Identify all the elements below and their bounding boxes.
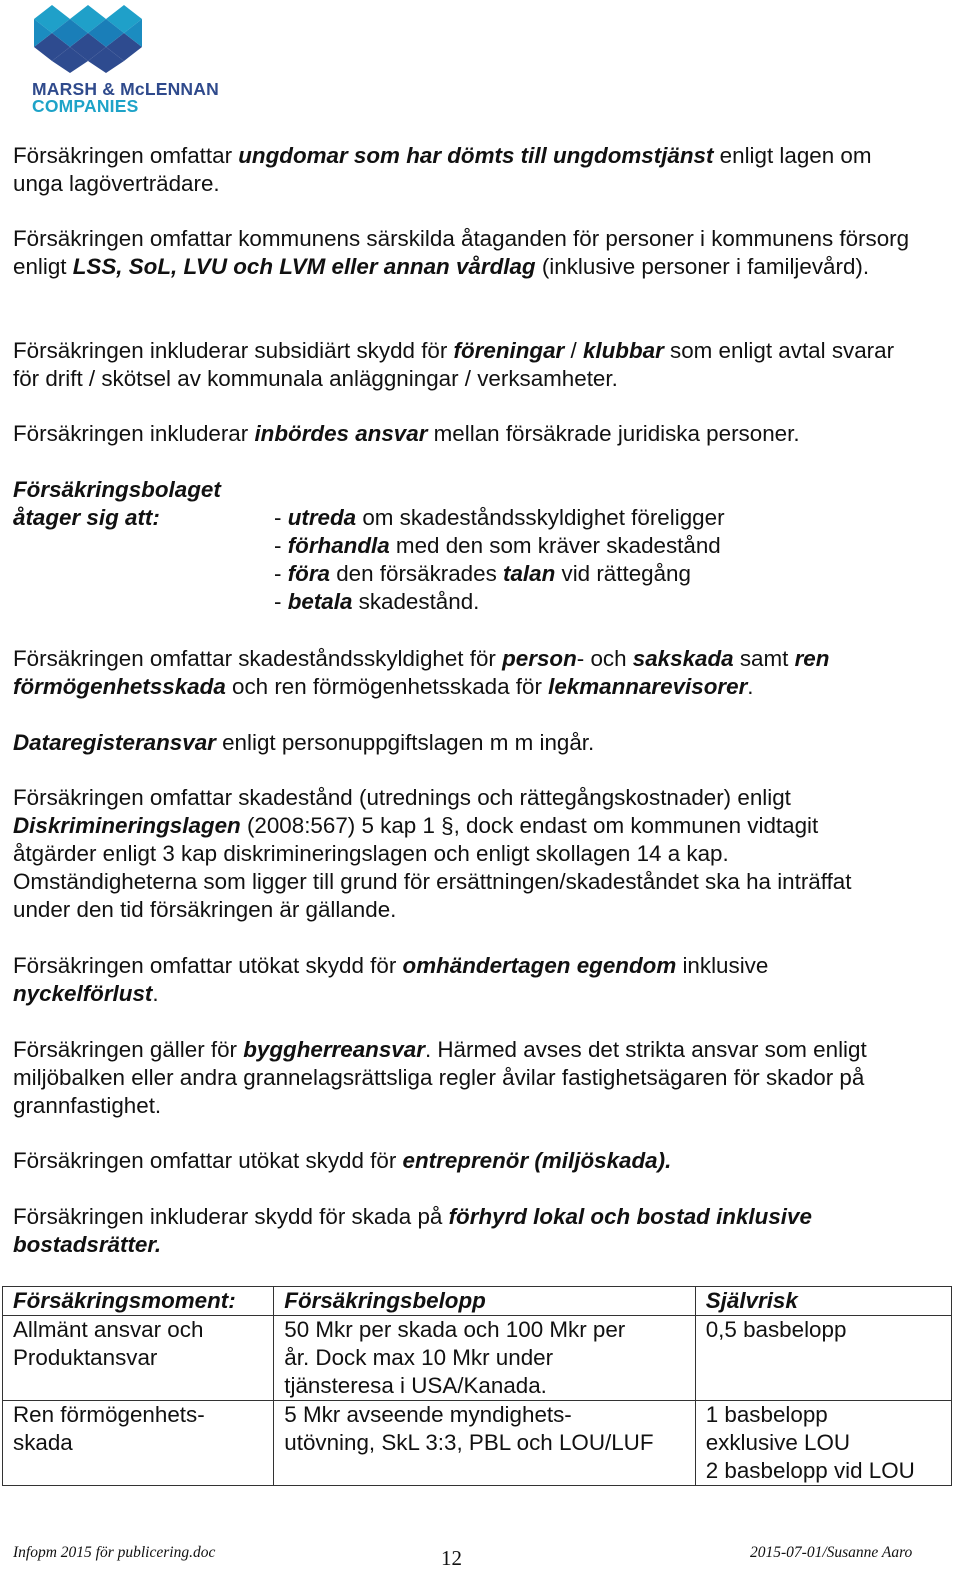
text-run: samt: [733, 646, 795, 671]
text-run: -: [274, 533, 288, 558]
emphasis-text: ungdomar som har dömts till ungdomstjänst: [238, 143, 714, 168]
emphasis-text: sakskada: [632, 646, 734, 671]
cell-line: skada: [13, 1430, 73, 1455]
text-run: skadestånd.: [352, 589, 480, 614]
text-run: mellan försäkrade juridiska personer.: [427, 421, 800, 446]
emphasis-text: betala: [287, 589, 353, 614]
emphasis-text: person: [502, 646, 577, 671]
emphasis-text: omhändertagen egendom: [402, 953, 677, 978]
cell-line: tjänsteresa i USA/Kanada.: [284, 1373, 547, 1398]
table-cell: [3, 1401, 274, 1486]
text-run: Försäkringen omfattar utökat skydd för: [13, 1148, 403, 1173]
list-item: [274, 560, 914, 588]
text-run: Försäkringen omfattar utökat skydd för: [13, 953, 403, 978]
cell-line: 1 basbelopp: [705, 1402, 828, 1427]
text-run: Försäkringen inkluderar: [13, 421, 255, 446]
emphasis-text: föra: [287, 561, 330, 586]
emphasis-text: lekmannarevisorer: [548, 674, 748, 699]
cell-line: 0,5 basbelopp: [705, 1317, 847, 1342]
table-cell: [695, 1316, 951, 1401]
paragraph-custody-property: [13, 952, 843, 1008]
text-run: om skadeståndsskyldighet föreligger: [356, 505, 725, 530]
column-header-amount: Försäkringsbelopp: [274, 1287, 695, 1316]
paragraph-youth: [13, 142, 913, 198]
emphasis-text: byggherreansvar: [243, 1037, 425, 1062]
emphasis-text: Diskrimineringslagen: [13, 813, 241, 838]
cell-line: Produktansvar: [13, 1345, 158, 1370]
cell-line: 5 Mkr avseende myndighets-: [284, 1402, 572, 1427]
paragraph-rented-premises: [13, 1203, 893, 1259]
text-run: Försäkringen omfattar: [13, 143, 239, 168]
text-run: Försäkringen omfattar skadestånd (utrednings och rättegångskostnader) enligt: [13, 785, 791, 810]
text-run: den försäkrades: [330, 561, 504, 586]
text-run: -: [274, 561, 288, 586]
text-run: inklusive: [676, 953, 769, 978]
text-run: .: [747, 674, 754, 699]
text-run: med den som kräver skadestånd: [389, 533, 721, 558]
text-run: . Härmed avses det strikta ansvar som enligt miljöbalken eller andra grannelagsrättsliga regler åvilar fastighetsägaren för skador på grannfastighet.: [13, 1037, 867, 1118]
emphasis-text: föreningar: [453, 338, 565, 363]
text-run: enligt lagen om unga lagöverträdare.: [13, 143, 872, 196]
emphasis-text: förhyrd lokal och bostad inklusive bostadsrätter.: [13, 1204, 812, 1257]
table-cell: [274, 1401, 695, 1486]
text-run: (2008:567) 5 kap 1 §, dock endast om kommunen vidtagit åtgärder enligt 3 kap diskrimineringslagen och enligt skollagen 14 a kap. Omständigheterna som ligger till grund för ersättningen/skadeståndet ska ha inträffat under den tid försäkringen är gällande.: [13, 813, 852, 922]
paragraph-associations: [13, 337, 913, 393]
logo-text-line2: COMPANIES: [32, 96, 139, 116]
text-run: och ren förmögenhetsskada för: [225, 674, 549, 699]
paragraph-data-register: [13, 729, 913, 757]
text-run: (inklusive personer i familjevård).: [535, 254, 870, 279]
text-run: .: [152, 981, 159, 1006]
table-cell: [695, 1401, 951, 1486]
paragraph-contractor: [13, 1147, 913, 1175]
paragraph-damage-types: [13, 645, 913, 701]
text-run: som enligt avtal svarar för drift / skötsel av kommunala anläggningar / verksamheter.: [13, 338, 895, 391]
emphasis-text: nyckelförlust: [13, 981, 153, 1006]
table-cell: [274, 1316, 695, 1401]
company-logo: [30, 5, 230, 115]
text-run: Försäkringen omfattar skadeståndsskyldighet för: [13, 646, 503, 671]
column-header-deductible: Självrisk: [695, 1287, 951, 1316]
paragraph-discrimination: [13, 784, 893, 924]
cell-line: exklusive LOU: [705, 1430, 851, 1455]
text-run: -: [274, 589, 288, 614]
text-run: Försäkringen omfattar kommunens särskilda åtaganden för personer i kommunens försorg enligt: [13, 226, 910, 279]
emphasis-text: Dataregisteransvar: [13, 730, 216, 755]
emphasis-text: ren förmögenhetsskada: [13, 646, 830, 699]
text-run: - och: [576, 646, 633, 671]
emphasis-text: förhandla: [287, 533, 390, 558]
footer-filename: Infopm 2015 för publicering.doc: [13, 1544, 216, 1561]
emphasis-text: klubbar: [582, 338, 664, 363]
cell-line: 50 Mkr per skada och 100 Mkr per: [284, 1317, 626, 1342]
table-cell: [3, 1316, 274, 1401]
page-number: 12: [441, 1546, 462, 1570]
table-header-row: [3, 1287, 952, 1316]
cell-line: 2 basbelopp vid LOU: [705, 1458, 915, 1483]
paragraph-builder-liability: [13, 1036, 893, 1120]
footer-date-author: 2015-07-01/Susanne Aaro: [750, 1544, 913, 1561]
column-header-coverage: Försäkringsmoment:: [3, 1287, 274, 1316]
list-item: [274, 504, 914, 532]
list-item: [274, 532, 914, 560]
cell-line: Ren förmögenhets-: [13, 1402, 205, 1427]
emphasis-text: inbördes ansvar: [254, 421, 428, 446]
logo-mark-icon: [34, 5, 144, 75]
emphasis-text: talan: [503, 561, 556, 586]
text-run: Försäkringen gäller för: [13, 1037, 244, 1062]
logo-text-line1: MARSH & McLENNAN: [32, 79, 219, 99]
text-run: -: [274, 505, 288, 530]
table-row: [3, 1316, 952, 1401]
text-run: Försäkringen inkluderar subsidiärt skydd för: [13, 338, 454, 363]
paragraph-municipal-care: [13, 225, 913, 281]
text-run: Försäkringen inkluderar skydd för skada på: [13, 1204, 449, 1229]
text-run: /: [564, 338, 583, 363]
list-item: [274, 588, 914, 616]
cell-line: Allmänt ansvar och: [13, 1317, 204, 1342]
emphasis-text: entreprenör (miljöskada).: [402, 1148, 672, 1173]
insurer-undertakings-list: [274, 504, 914, 616]
coverage-table: [2, 1286, 952, 1486]
table-row: [3, 1401, 952, 1486]
emphasis-text: utreda: [287, 505, 357, 530]
cell-line: utövning, SkL 3:3, PBL och LOU/LUF: [284, 1430, 654, 1455]
cell-line: år. Dock max 10 Mkr under: [284, 1345, 554, 1370]
text-run: enligt personuppgiftslagen m m ingår.: [215, 730, 595, 755]
paragraph-mutual-liability: [13, 420, 913, 448]
insurer-undertakes-label: Försäkringsbolaget åtager sig att:: [13, 477, 221, 530]
text-run: vid rättegång: [555, 561, 691, 586]
emphasis-text: LSS, SoL, LVU och LVM eller annan vårdlag: [72, 254, 536, 279]
